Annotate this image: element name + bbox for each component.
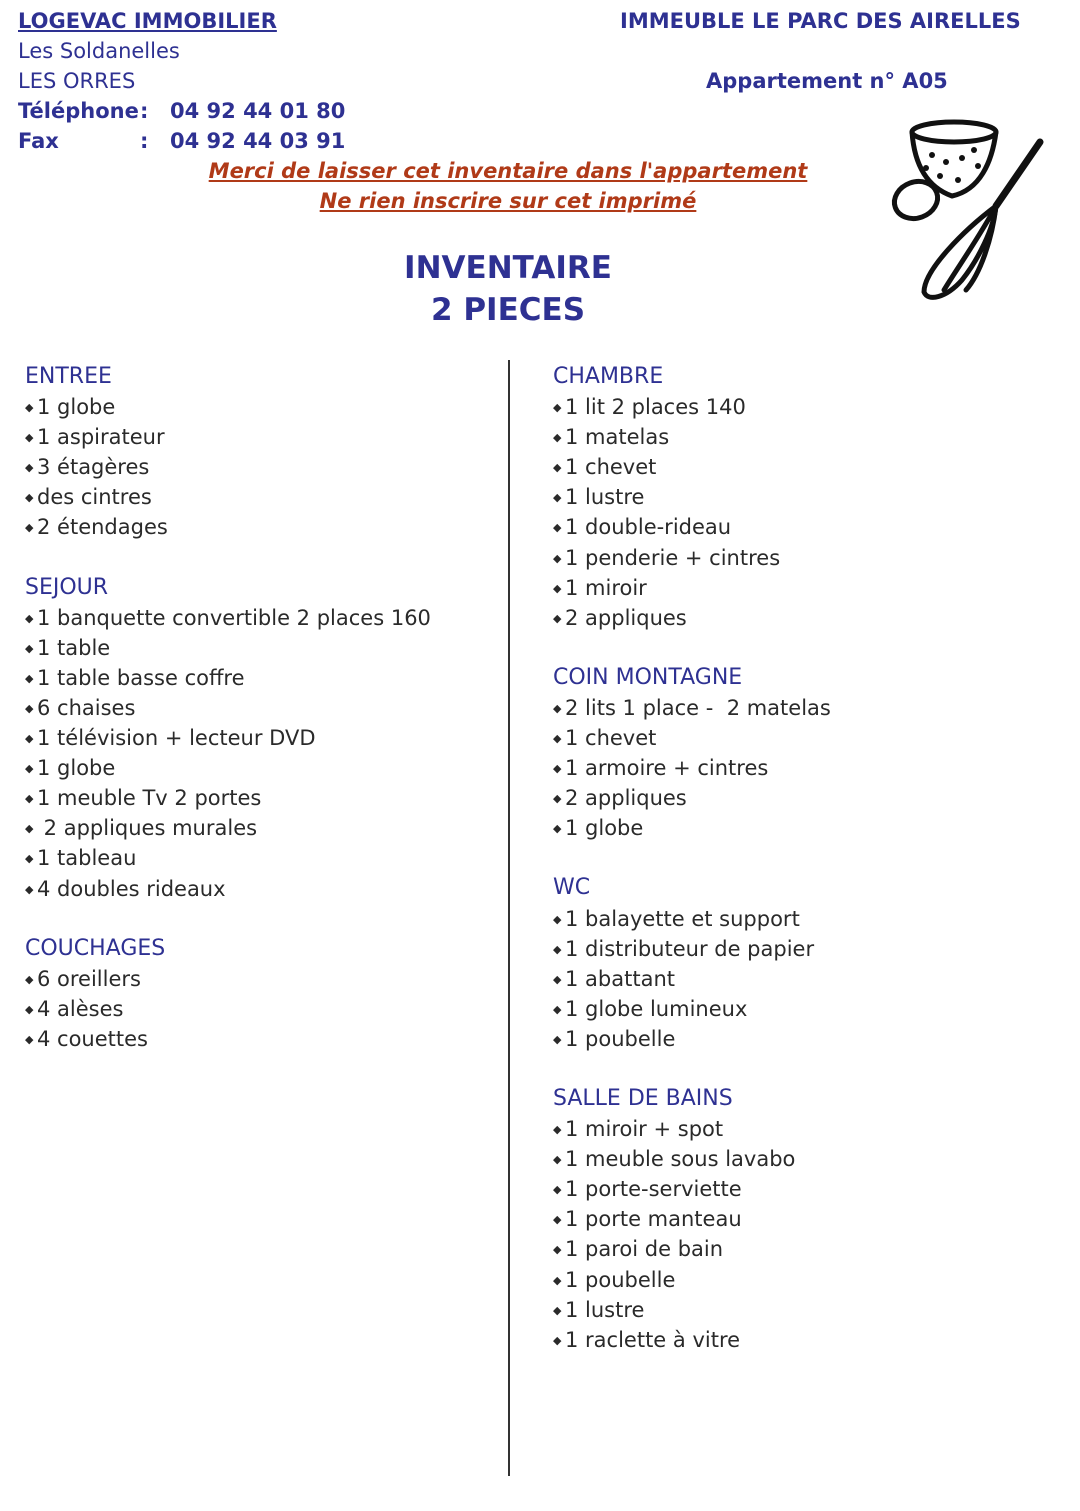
- bullet-icon: ◆: [553, 1243, 562, 1257]
- list-item: [553, 693, 831, 723]
- bullet-icon: ◆: [25, 882, 34, 896]
- bullet-icon: ◆: [25, 431, 34, 445]
- item-text: 2 appliques: [565, 786, 687, 811]
- item-text: 1 meuble sous lavabo: [565, 1147, 796, 1172]
- item-text: 4 doubles rideaux: [37, 876, 226, 901]
- section-coin-montagne: [553, 663, 831, 844]
- item-text: 2 étendages: [37, 515, 168, 540]
- bullet-icon: ◆: [553, 551, 562, 565]
- item-text: 1 poubelle: [565, 1267, 676, 1292]
- list-item: [25, 512, 431, 542]
- list-item: [553, 723, 831, 753]
- bullet-icon: ◆: [553, 1032, 562, 1046]
- item-text: 1 raclette à vitre: [565, 1327, 741, 1352]
- list-item: [25, 392, 431, 422]
- item-text: 1 table basse coffre: [37, 665, 245, 690]
- notice-do-not-write: Ne rien inscrire sur cet imprimé: [319, 189, 697, 213]
- section-salle-de-bains: [553, 1084, 831, 1355]
- bullet-icon: ◆: [25, 972, 34, 986]
- bullet-icon: ◆: [25, 611, 34, 625]
- bullet-icon: ◆: [553, 461, 562, 475]
- page-title: INVENTAIRE: [404, 250, 612, 286]
- list-item: [553, 452, 831, 482]
- list-item: [25, 633, 431, 663]
- item-text: 1 balayette et support: [565, 906, 800, 931]
- section-title: COUCHAGES: [25, 935, 166, 961]
- notice-keep-inventory: Merci de laisser cet inventaire dans l'appartement: [208, 159, 808, 183]
- list-item: [553, 1234, 831, 1264]
- item-text: 4 couettes: [37, 1026, 148, 1051]
- list-item: [25, 994, 431, 1024]
- list-item: [25, 753, 431, 783]
- list-item: [25, 603, 431, 633]
- item-text: des cintres: [37, 485, 152, 510]
- agency-name: LOGEVAC IMMOBILIER: [18, 9, 277, 33]
- list-item: [553, 573, 831, 603]
- bullet-icon: ◆: [553, 912, 562, 926]
- list-item: [553, 1114, 831, 1144]
- list-item: [25, 783, 431, 813]
- list-item: [553, 1024, 831, 1054]
- bullet-icon: ◆: [553, 1183, 562, 1197]
- list-item: [553, 482, 831, 512]
- item-text: 1 globe: [37, 395, 116, 420]
- item-text: 1 lustre: [565, 1297, 645, 1322]
- section-title: SEJOUR: [25, 574, 109, 600]
- page-subtitle: 2 PIECES: [430, 292, 586, 328]
- bullet-icon: ◆: [25, 521, 34, 535]
- list-item: [553, 753, 831, 783]
- bullet-icon: ◆: [553, 1333, 562, 1347]
- list-item: [553, 603, 831, 633]
- list-item: [25, 693, 431, 723]
- kitchen-bowl-whisk-icon: [884, 110, 1054, 310]
- list-item: [553, 1204, 831, 1234]
- bullet-icon: ◆: [553, 1273, 562, 1287]
- list-item: [25, 874, 431, 904]
- bullet-icon: ◆: [553, 762, 562, 776]
- list-item: [553, 1174, 831, 1204]
- list-item: [25, 422, 431, 452]
- item-text: 1 lit 2 places 140: [565, 395, 746, 420]
- bullet-icon: ◆: [553, 581, 562, 595]
- item-text: 2 appliques murales: [37, 816, 258, 841]
- item-text: 1 chevet: [565, 455, 657, 480]
- item-text: 1 banquette convertible 2 places 160: [37, 605, 431, 630]
- item-text: 1 porte-serviette: [565, 1177, 742, 1202]
- fax-number: 04 92 44 03 91: [170, 129, 346, 153]
- bullet-icon: ◆: [553, 1213, 562, 1227]
- list-item: [553, 1295, 831, 1325]
- list-item: [553, 904, 831, 934]
- bullet-icon: ◆: [553, 822, 562, 836]
- list-item: [553, 813, 831, 843]
- item-text: 1 armoire + cintres: [565, 756, 769, 781]
- bullet-icon: ◆: [25, 401, 34, 415]
- agency-town: LES ORRES: [18, 69, 136, 93]
- section-title: ENTREE: [25, 364, 112, 389]
- bullet-icon: ◆: [25, 461, 34, 475]
- item-text: 2 lits 1 place - 2 matelas: [565, 695, 831, 720]
- list-item: [553, 1144, 831, 1174]
- list-item: [25, 452, 431, 482]
- section-wc: [553, 873, 831, 1054]
- bullet-icon: ◆: [553, 491, 562, 505]
- bullet-icon: ◆: [553, 942, 562, 956]
- item-text: 1 aspirateur: [37, 425, 165, 450]
- phone-number: 04 92 44 01 80: [170, 99, 346, 123]
- item-text: 1 tableau: [37, 846, 137, 871]
- left-column: [25, 362, 431, 1084]
- list-item: [25, 813, 431, 843]
- item-text: 1 meuble Tv 2 portes: [37, 786, 262, 811]
- list-item: [553, 543, 831, 573]
- list-item: [553, 1265, 831, 1295]
- list-item: [553, 1325, 831, 1355]
- bullet-icon: ◆: [25, 641, 34, 655]
- item-text: 1 globe: [565, 816, 644, 841]
- right-column: [553, 362, 831, 1385]
- item-text: 2 appliques: [565, 605, 687, 630]
- item-text: 1 porte manteau: [565, 1207, 742, 1232]
- apartment-number: Appartement n° A05: [706, 69, 948, 93]
- column-divider: [508, 360, 510, 1476]
- list-item: [553, 994, 831, 1024]
- fax-separator: :: [140, 129, 149, 153]
- item-text: 4 alèses: [37, 996, 124, 1021]
- agency-address-line: Les Soldanelles: [18, 39, 180, 63]
- list-item: [25, 1024, 431, 1054]
- bullet-icon: ◆: [553, 701, 562, 715]
- list-item: [25, 482, 431, 512]
- bullet-icon: ◆: [553, 431, 562, 445]
- item-text: 1 table: [37, 635, 111, 660]
- item-text: 1 paroi de bain: [565, 1237, 724, 1262]
- fax-label: Fax: [18, 129, 59, 153]
- item-text: 1 chevet: [565, 726, 657, 751]
- phone-label: Téléphone: [18, 99, 139, 123]
- section-title: CHAMBRE: [553, 364, 664, 389]
- list-item: [553, 512, 831, 542]
- item-text: 1 globe: [37, 756, 116, 781]
- item-text: 1 miroir + spot: [565, 1117, 724, 1142]
- item-text: 1 distributeur de papier: [565, 936, 815, 961]
- bullet-icon: ◆: [25, 1032, 34, 1046]
- list-item: [553, 783, 831, 813]
- item-text: 1 globe lumineux: [565, 996, 748, 1021]
- bullet-icon: ◆: [25, 732, 34, 746]
- item-text: 3 étagères: [37, 455, 150, 480]
- bullet-icon: ◆: [553, 792, 562, 806]
- bullet-icon: ◆: [553, 1123, 562, 1137]
- bullet-icon: ◆: [553, 972, 562, 986]
- bullet-icon: ◆: [25, 762, 34, 776]
- list-item: [553, 392, 831, 422]
- item-text: 1 miroir: [565, 575, 647, 600]
- bullet-icon: ◆: [25, 822, 34, 836]
- bullet-icon: ◆: [25, 792, 34, 806]
- item-text: 1 double-rideau: [565, 515, 732, 540]
- bullet-icon: ◆: [553, 1303, 562, 1317]
- section-title: COIN MONTAGNE: [553, 664, 743, 690]
- bullet-icon: ◆: [553, 732, 562, 746]
- bullet-icon: ◆: [553, 611, 562, 625]
- item-text: 1 télévision + lecteur DVD: [37, 726, 316, 751]
- section-title: SALLE DE BAINS: [553, 1085, 733, 1111]
- section-title: WC: [553, 875, 591, 901]
- list-item: [553, 964, 831, 994]
- item-text: 6 oreillers: [37, 966, 141, 991]
- list-item: [553, 422, 831, 452]
- bullet-icon: ◆: [25, 701, 34, 715]
- item-text: 1 poubelle: [565, 1026, 676, 1051]
- bullet-icon: ◆: [25, 671, 34, 685]
- bullet-icon: ◆: [553, 1153, 562, 1167]
- bullet-icon: ◆: [25, 491, 34, 505]
- section-couchages: [25, 934, 431, 1054]
- list-item: [25, 843, 431, 873]
- section-entree: [25, 362, 431, 543]
- section-chambre: [553, 362, 831, 633]
- section-sejour: [25, 573, 431, 904]
- bullet-icon: ◆: [25, 852, 34, 866]
- item-text: 1 matelas: [565, 425, 670, 450]
- list-item: [25, 663, 431, 693]
- item-text: 1 abattant: [565, 966, 675, 991]
- bullet-icon: ◆: [553, 1002, 562, 1016]
- list-item: [25, 723, 431, 753]
- item-text: 6 chaises: [37, 695, 136, 720]
- bullet-icon: ◆: [553, 521, 562, 535]
- item-text: 1 penderie + cintres: [565, 545, 781, 570]
- item-text: 1 lustre: [565, 485, 645, 510]
- phone-separator: :: [140, 99, 149, 123]
- list-item: [25, 964, 431, 994]
- bullet-icon: ◆: [25, 1002, 34, 1016]
- bullet-icon: ◆: [553, 401, 562, 415]
- list-item: [553, 934, 831, 964]
- building-name: IMMEUBLE LE PARC DES AIRELLES: [620, 9, 1021, 33]
